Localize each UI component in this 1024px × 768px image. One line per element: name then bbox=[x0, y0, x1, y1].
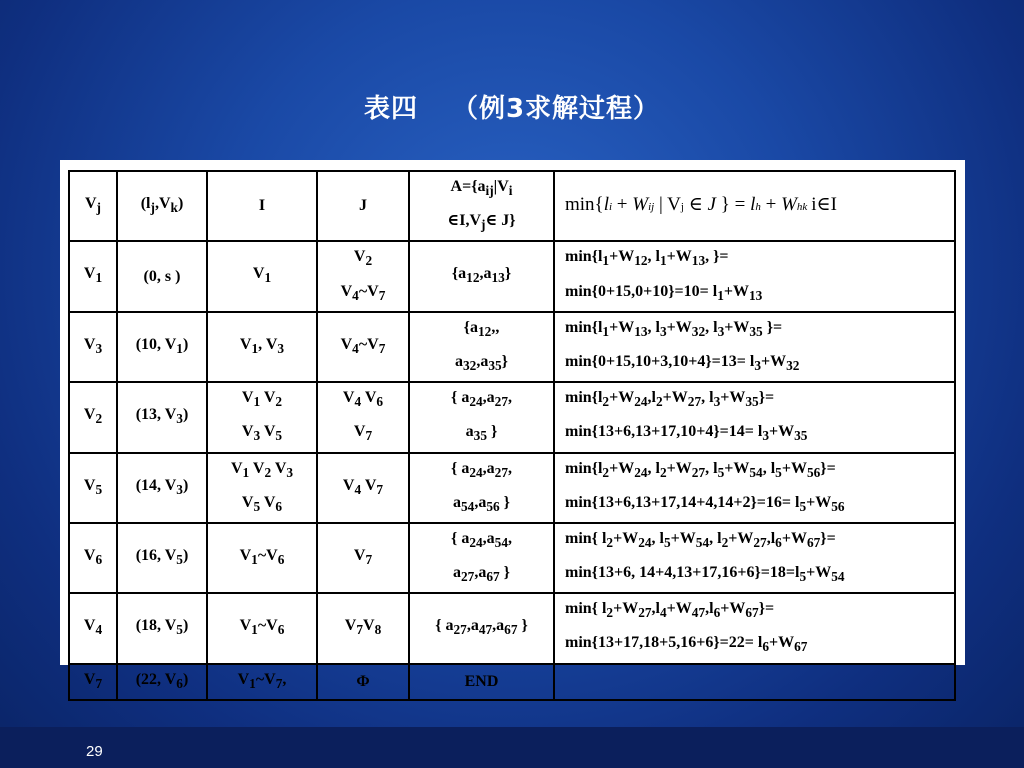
header-j: J bbox=[317, 171, 409, 241]
cell-j-set bbox=[317, 241, 409, 311]
cell-i-set-line: $V_5$ $V_6$ bbox=[241, 493, 283, 514]
table-row bbox=[69, 593, 955, 663]
cell-j-set bbox=[317, 312, 409, 382]
cell-formula-line: $\min\{l_1+W_{12}$, $l_1+W_{13}$, }= bbox=[565, 248, 729, 269]
cell-a-set bbox=[409, 593, 554, 663]
table-row bbox=[69, 241, 955, 311]
header-a-line1: $A=\{a_{ij}|V_i$ bbox=[450, 178, 513, 199]
cell-a-set bbox=[409, 312, 554, 382]
cell-j-set-line: Φ bbox=[356, 672, 370, 690]
cell-label: (14, $V_3$) bbox=[117, 453, 207, 523]
cell-a-set-line: { $a_{24},a_{27}$, bbox=[451, 389, 512, 410]
cell-formula-line: $\min\{l_2+W_{24}$, $l_2+W_{27}$, $l_5+W_{54}$, $l_5+W_{56}\}=$ bbox=[565, 459, 836, 480]
cell-vj: $V_5$ bbox=[69, 453, 117, 523]
cell-formula-line: $\min\{13+6,13+17,14+4,14+2\}=16= l_5+W_{56}$ bbox=[565, 493, 845, 514]
cell-a-set-line: $a_{54},a_{56}$ } bbox=[453, 493, 510, 514]
cell-a-set-line: $a_{35}$ } bbox=[465, 423, 498, 444]
cell-vj: $V_3$ bbox=[69, 312, 117, 382]
cell-j-set-line: $V_7V_8$ bbox=[344, 617, 382, 638]
cell-label: (13, $V_3$) bbox=[117, 382, 207, 452]
cell-a-set-line: {$a_{12}$,, bbox=[463, 318, 500, 339]
cell-label: (18, $V_5$) bbox=[117, 593, 207, 663]
cell-a-set bbox=[409, 241, 554, 311]
cell-label: (10, $V_1$) bbox=[117, 312, 207, 382]
cell-a-set bbox=[409, 382, 554, 452]
cell-a-set-line: $a_{27},a_{67}$ } bbox=[453, 564, 510, 585]
table-row bbox=[69, 382, 955, 452]
cell-a-set-line: $\{a_{12},a_{13}\}$ bbox=[451, 265, 512, 286]
cell-a-set bbox=[409, 664, 554, 700]
cell-vj: $V_2$ bbox=[69, 382, 117, 452]
table-row bbox=[69, 453, 955, 523]
cell-i-set bbox=[207, 664, 317, 700]
cell-i-set-line: $V_1\sim V_6$ bbox=[239, 546, 285, 568]
cell-j-set bbox=[317, 453, 409, 523]
cell-j-set-line: $V_2$ bbox=[353, 248, 373, 269]
header-lv: $(l_j,V_k)$ bbox=[117, 171, 207, 241]
cell-formula-line: min{13+6, $14+4,13+17,16+6\}=18=l_5+W_{54}$ bbox=[565, 564, 845, 585]
cell-formula-line: min{ $l_2+W_{27},l_4+W_{47},l_6+W_{67}\}=$ bbox=[565, 600, 775, 621]
cell-formula bbox=[554, 593, 955, 663]
header-a bbox=[409, 171, 554, 241]
bottom-band bbox=[0, 727, 1024, 768]
cell-j-set-line: $V_4\sim V_7$ bbox=[340, 335, 386, 357]
cell-j-set-line: $V_4\sim V_7$ bbox=[340, 282, 386, 303]
cell-a-set bbox=[409, 523, 554, 593]
header-min-subscript: i∈I bbox=[811, 194, 837, 216]
cell-formula bbox=[554, 241, 955, 311]
title-example-label: （例3求解过程） bbox=[451, 94, 661, 124]
header-formula bbox=[554, 171, 955, 241]
cell-i-set bbox=[207, 382, 317, 452]
header-i: I bbox=[207, 171, 317, 241]
cell-j-set-line: $V_7$ bbox=[353, 423, 373, 444]
cell-vj: $V_4$ bbox=[69, 593, 117, 663]
cell-formula-line: $\min\{l_2+W_{24},l_2+W_{27}$, $l_3+W_{35}\}=$ bbox=[565, 389, 775, 410]
cell-formula-line: $\min\{l_1+W_{13}$, $l_3+W_{32}$, $l_3+W_{35}$ }= bbox=[565, 318, 783, 339]
cell-i-set-line: $V_1$, $V_3$ bbox=[239, 335, 285, 357]
cell-i-set bbox=[207, 593, 317, 663]
cell-a-set-line: { $a_{27},a_{47},a_{67}$ } bbox=[435, 617, 528, 638]
cell-vj: $V_1$ bbox=[69, 241, 117, 311]
header-min-formula: min{li + Wij | Vj ∈ J } = lh + Whk bbox=[565, 194, 808, 216]
cell-j-set-line: $V_7$ bbox=[353, 546, 373, 568]
title-table-label: 表四 bbox=[363, 94, 418, 124]
cell-vj: $V_6$ bbox=[69, 523, 117, 593]
cell-a-set-line: $a_{32},a_{35}$} bbox=[455, 352, 508, 374]
page-number: 29 bbox=[86, 743, 103, 760]
cell-j-set bbox=[317, 593, 409, 663]
table-row bbox=[69, 312, 955, 382]
cell-j-set-line: $V_4$ $V_6$ bbox=[342, 389, 384, 410]
cell-i-set-line: $V_1$ bbox=[252, 265, 272, 286]
cell-formula-line: $\min\{13+6,13+17,10+4\}=14= l_3+W_{35}$ bbox=[565, 423, 808, 444]
header-a-line2: $\in I,V_j\in$ J} bbox=[447, 212, 516, 233]
cell-j-set bbox=[317, 664, 409, 700]
cell-i-set-line: $V_1$ $V_2$ $V_3$ bbox=[230, 459, 294, 480]
cell-formula-line: $\min\{13+17,18+5,16+6\}=22= l_6+W_{67}$ bbox=[565, 634, 808, 655]
cell-i-set bbox=[207, 312, 317, 382]
cell-formula-line: $\min\{0+15,0+10\}=10= l_1+W_{13}$ bbox=[565, 282, 763, 303]
cell-i-set bbox=[207, 241, 317, 311]
cell-vj: $V_7$ bbox=[69, 664, 117, 700]
table-row bbox=[69, 523, 955, 593]
slide-title bbox=[0, 88, 1024, 125]
header-vj: $V_j$ bbox=[69, 171, 117, 241]
cell-i-set-line: $V_3$ $V_5$ bbox=[241, 423, 283, 444]
cell-i-set bbox=[207, 523, 317, 593]
cell-i-set-line: $V_1\sim V_6$ bbox=[239, 617, 285, 638]
cell-label: (16, $V_5$) bbox=[117, 523, 207, 593]
cell-i-set bbox=[207, 453, 317, 523]
cell-a-set-line: END bbox=[464, 672, 499, 690]
table-panel bbox=[60, 160, 965, 691]
cell-j-set-line: $V_4$ $V_7$ bbox=[342, 476, 384, 497]
cell-formula-line: $\min\{0+15,10+3,10+4\}=13= l_3+W_{32}$ bbox=[565, 352, 800, 374]
cell-formula bbox=[554, 523, 955, 593]
cell-i-set-line: $V_1$ $V_2$ bbox=[241, 389, 283, 410]
cell-j-set bbox=[317, 382, 409, 452]
cell-formula bbox=[554, 664, 955, 700]
cell-a-set bbox=[409, 453, 554, 523]
cell-a-set-line: { $a_{24},a_{27}$, bbox=[451, 459, 512, 480]
cell-i-set-line: $V_1\sim V_7$, bbox=[237, 670, 287, 691]
cell-label: (0, s ) bbox=[117, 241, 207, 311]
cell-a-set-line: { $a_{24},a_{54}$, bbox=[451, 529, 512, 551]
cell-formula bbox=[554, 382, 955, 452]
table-row bbox=[69, 664, 955, 700]
cell-formula bbox=[554, 312, 955, 382]
cell-j-set bbox=[317, 523, 409, 593]
header-row bbox=[69, 171, 955, 241]
cell-label: (22, $V_6$) bbox=[117, 664, 207, 700]
solution-table bbox=[68, 170, 956, 701]
cell-formula bbox=[554, 453, 955, 523]
cell-formula-line: min{ $l_2+W_{24}$, $l_5+W_{54}$, $l_2+W_{27},l_6+W_{67}\}=$ bbox=[565, 529, 836, 551]
